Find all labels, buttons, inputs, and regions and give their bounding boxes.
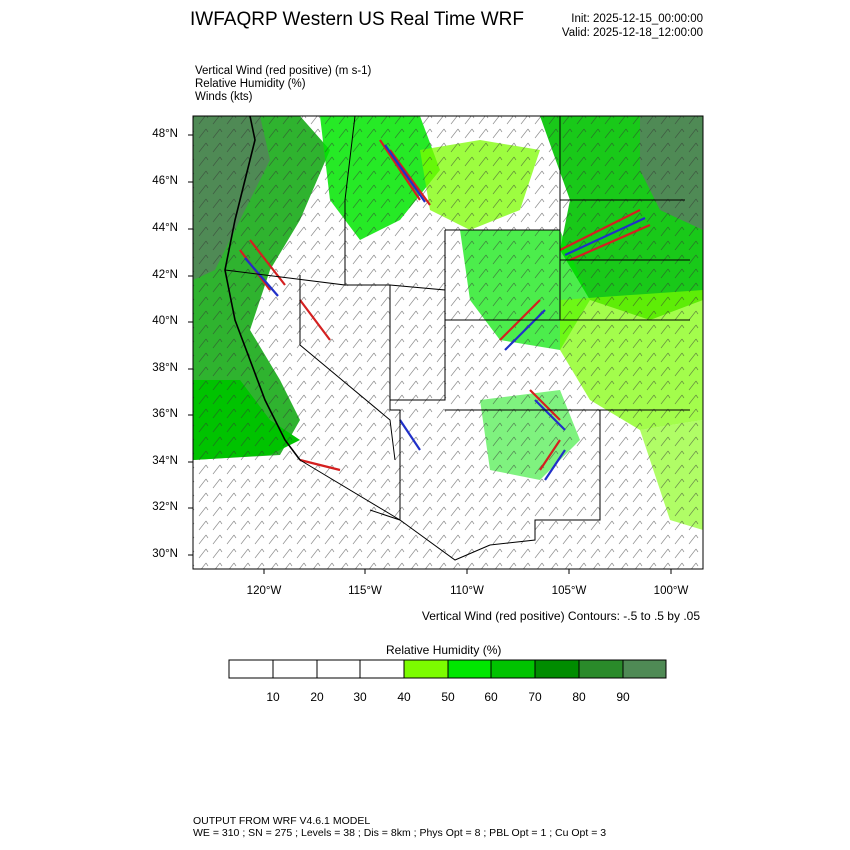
labelbar-title: Relative Humidity (%) <box>386 643 502 657</box>
rh-bin-0 <box>229 660 273 678</box>
lat-label: 38°N <box>152 362 178 374</box>
model-info-line1: OUTPUT FROM WRF V4.6.1 MODEL <box>193 815 371 827</box>
contour-note: Vertical Wind (red positive) Contours: -.5 to .5 by .05 <box>421 609 700 623</box>
labelbar-tick: 30 <box>353 690 367 704</box>
lat-label: 30°N <box>152 548 178 560</box>
field-label-relative-humidity: Relative Humidity (%) <box>195 78 306 90</box>
lat-ticks <box>188 135 193 555</box>
labelbar-tick: 10 <box>266 690 280 704</box>
lat-label: 40°N <box>152 315 178 327</box>
field-label-winds: Winds (kts) <box>195 91 253 103</box>
lon-label: 105°W <box>551 585 587 597</box>
labelbar-tick: 90 <box>616 690 630 704</box>
rh-bin-4 <box>404 660 448 678</box>
map-area <box>193 116 703 569</box>
labelbar-tick: 20 <box>310 690 324 704</box>
rh-bin-2 <box>317 660 360 678</box>
labelbar-tick: 70 <box>528 690 542 704</box>
valid-time: Valid: 2025-12-18_12:00:00 <box>561 27 703 39</box>
lon-label: 110°W <box>450 585 484 597</box>
field-label-vertical-wind: Vertical Wind (red positive) (m s-1) <box>195 65 372 77</box>
init-time: Init: 2025-12-15_00:00:00 <box>571 13 703 25</box>
lat-label: 48°N <box>152 128 178 140</box>
rh-bin-5 <box>448 660 491 678</box>
lon-label: 100°W <box>653 585 689 597</box>
rh-bin-8 <box>579 660 623 678</box>
labelbar-tick: 50 <box>441 690 455 704</box>
chart-title: IWFAQRP Western US Real Time WRF <box>190 9 524 30</box>
lat-label: 32°N <box>152 501 178 513</box>
lon-label: 115°W <box>348 585 382 597</box>
model-info-line2: WE = 310 ; SN = 275 ; Levels = 38 ; Dis = 8km ; Phys Opt = 8 ; PBL Opt = 1 ; Cu Opt = 3 <box>193 827 607 839</box>
rh-bin-1 <box>273 660 317 678</box>
rh-bin-7 <box>535 660 579 678</box>
lon-ticks <box>264 569 671 574</box>
labelbar-tick: 80 <box>572 690 586 704</box>
rh-bin-6 <box>491 660 535 678</box>
lat-label: 36°N <box>152 408 178 420</box>
lat-label: 42°N <box>152 269 178 281</box>
lat-label: 34°N <box>152 455 178 467</box>
rh-bin-3 <box>360 660 404 678</box>
lon-label: 120°W <box>246 585 282 597</box>
labelbar-tick: 40 <box>397 690 411 704</box>
lat-label: 46°N <box>152 175 178 187</box>
lat-label: 44°N <box>152 222 178 234</box>
labelbar-tick: 60 <box>484 690 498 704</box>
rh-labelbar <box>229 660 666 678</box>
wind-barbs <box>193 116 703 569</box>
rh-bin-9 <box>623 660 666 678</box>
